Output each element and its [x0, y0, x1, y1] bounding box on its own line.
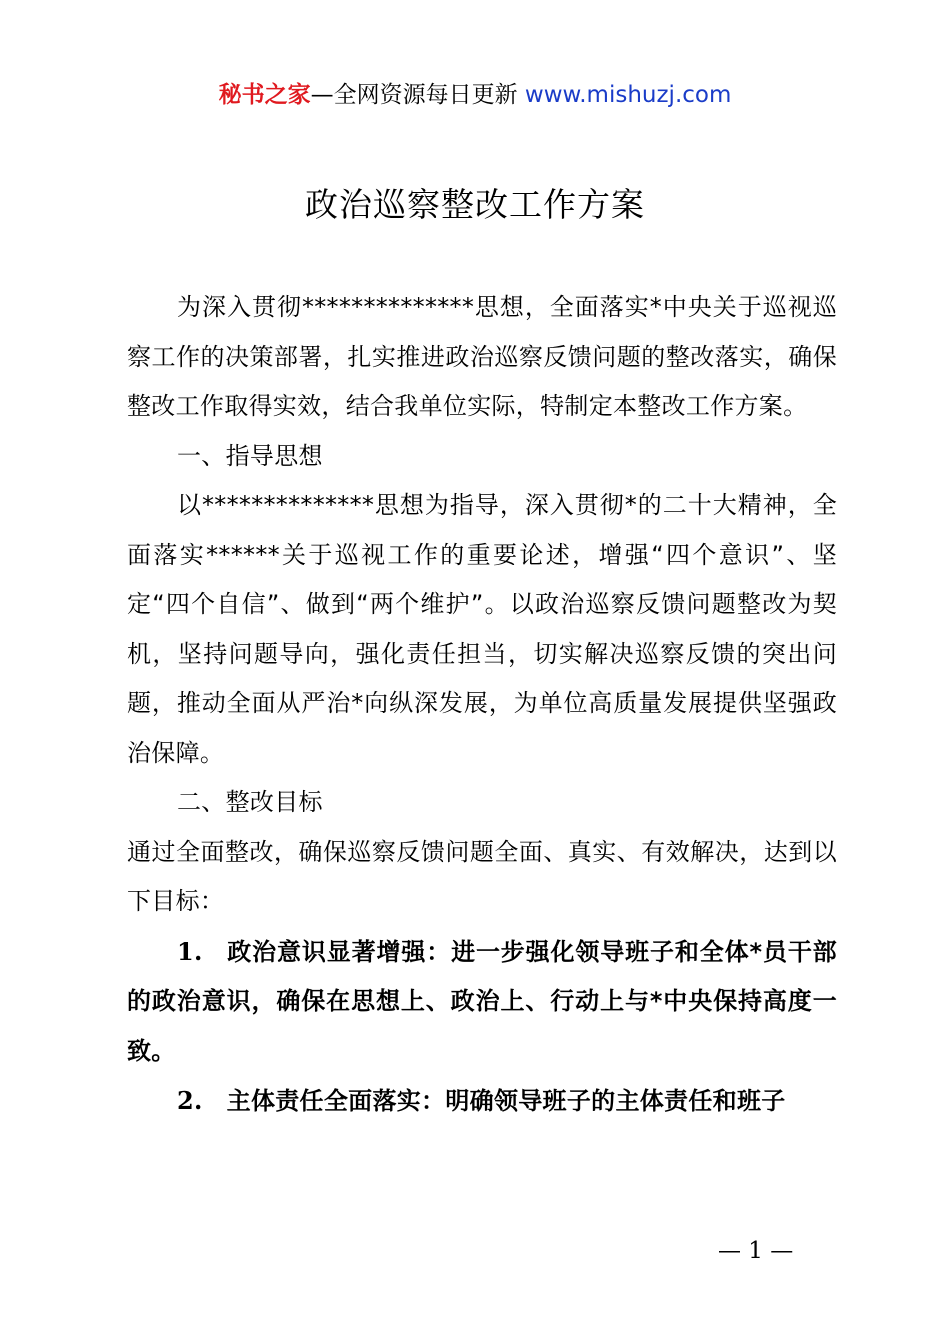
goal-item-2	[127, 1076, 837, 1127]
guiding-ideology-paragraph: 以**************思想为指导，深入贯彻*的二十大精神，全面落实******关于巡视工作的重要论述，增强“四个意识”、坚定“四个自信”、做到“两个维护”。以政治巡察反馈问题整改为契机，坚持问题导向，强化责任担当，切实解决巡察反馈的突出问题，推动全面从严治*向纵深发展，为单位高质量发展提供坚强政治保障。	[127, 491, 837, 767]
goal-item-1	[127, 927, 837, 1077]
document-title: 政治巡察整改工作方案	[305, 185, 645, 224]
goal-item-2-text: 主体责任全面落实：明确领导班子的主体责任和班子	[226, 1087, 786, 1115]
site-brand: 秘书之家	[218, 82, 311, 108]
section-heading-guiding-ideology: 一、指导思想	[177, 441, 323, 470]
page-number: — 1 —	[718, 1238, 794, 1264]
document-body	[127, 283, 837, 1127]
site-header	[0, 78, 950, 112]
goal-item-2-number: 2.	[177, 1086, 203, 1115]
goal-item-1-text: 政治意识显著增强：进一步强化领导班子和全体*员干部的政治意识，确保在思想上、政治上、行动上与*中央保持高度一致。	[127, 937, 837, 1065]
rectification-goals-paragraph: 通过全面整改，确保巡察反馈问题全面、真实、有效解决，达到以下目标：	[127, 837, 837, 915]
site-tagline: —全网资源每日更新	[310, 82, 518, 108]
site-url-link[interactable]: www.mishuzj.com	[524, 82, 732, 108]
intro-paragraph: 为深入贯彻**************思想，全面落实*中央关于巡视巡察工作的决策部署，扎实推进政治巡察反馈问题的整改落实，确保整改工作取得实效，结合我单位实际，特制定本整改工作方案。	[127, 293, 837, 420]
goal-item-1-number: 1.	[177, 936, 203, 966]
section-heading-rectification-goals: 二、整改目标	[177, 788, 323, 816]
